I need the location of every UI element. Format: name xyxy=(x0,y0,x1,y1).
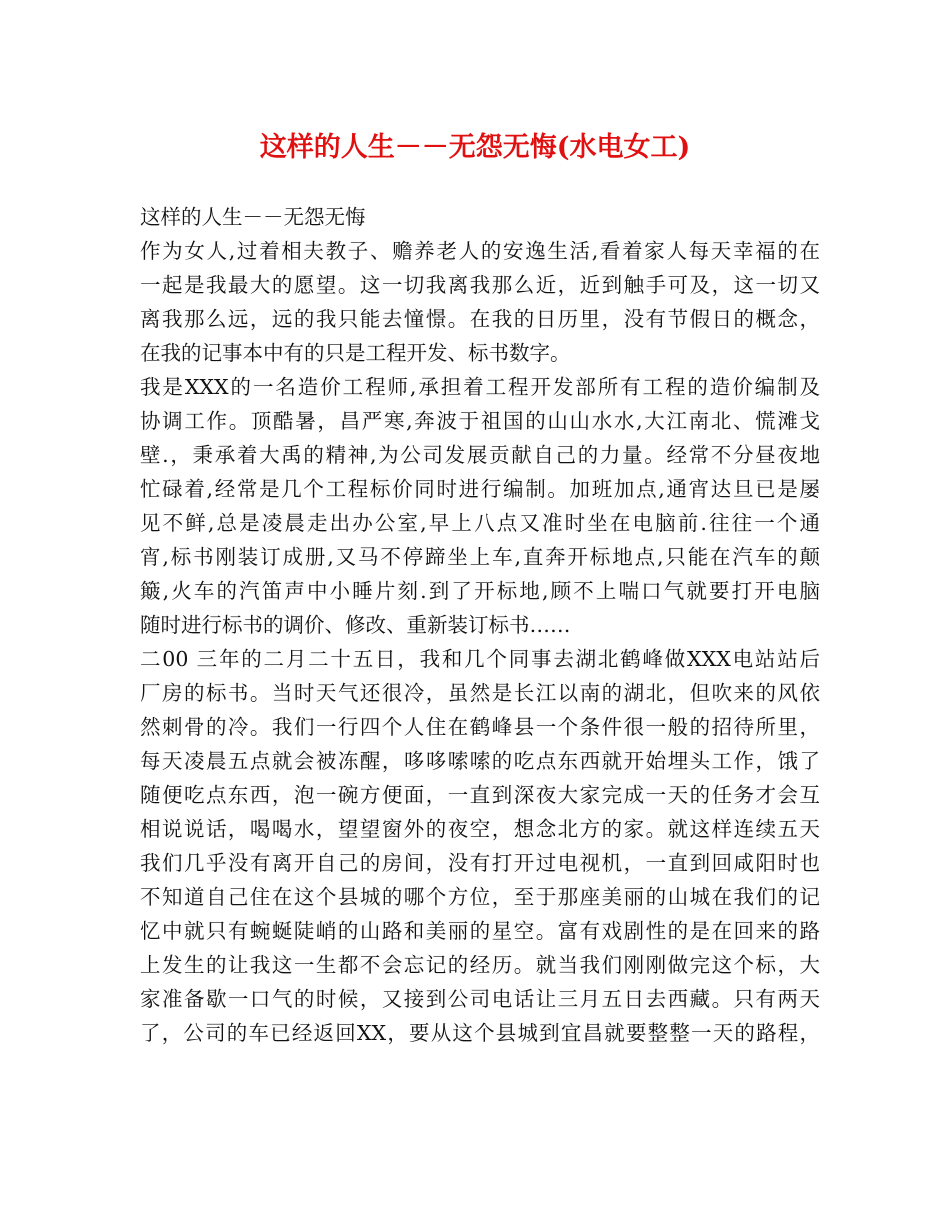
paragraph-line: 二00 三年的二月二十五日，我和几个同事去湖北鹤峰做XXX电站站后 xyxy=(140,647,820,671)
paragraph-line: 家准备歇一口气的时候，又接到公司电话让三月五日去西藏。只有两天 xyxy=(140,987,820,1011)
paragraph-line: 壁.，秉承着大禹的精神,为公司发展贡献自己的力量。经常不分昼夜地 xyxy=(140,443,820,467)
paragraph-line: 见不鲜,总是凌晨走出办公室,早上八点又准时坐在电脑前.往往一个通 xyxy=(140,511,820,535)
paragraph-line: 忆中就只有蜿蜒陡峭的山路和美丽的星空。富有戏剧性的是在回来的路 xyxy=(140,919,820,943)
paragraph-line: 相说说话，喝喝水，望望窗外的夜空，想念北方的家。就这样连续五天 xyxy=(140,817,820,841)
paragraph-line: 然刺骨的冷。我们一行四个人住在鹤峰县一个条件很一般的招待所里， xyxy=(140,715,820,739)
paragraph-line: 不知道自己住在这个县城的哪个方位，至于那座美丽的山城在我们的记 xyxy=(140,885,820,909)
paragraph-line: 簸,火车的汽笛声中小睡片刻.到了开标地,顾不上喘口气就要打开电脑 xyxy=(140,579,820,603)
paragraph-line: 宵,标书刚装订成册,又马不停蹄坐上车,直奔开标地点,只能在汽车的颠 xyxy=(140,545,820,569)
document-body xyxy=(140,200,820,1050)
paragraph-line: 这样的人生－－无怨无悔 xyxy=(140,205,366,229)
paragraph-line: 随便吃点东西，泡一碗方便面，一直到深夜大家完成一天的任务才会互 xyxy=(140,783,820,807)
document-title: 这样的人生－－无怨无悔(水电女工) xyxy=(259,132,691,163)
paragraph-line: 我们几乎没有离开自己的房间，没有打开过电视机，一直到回咸阳时也 xyxy=(140,851,820,875)
paragraph-line: 厂房的标书。当时天气还很冷，虽然是长江以南的湖北，但吹来的风依 xyxy=(140,681,820,705)
paragraph-line: 了，公司的车已经返回XX，要从这个县城到宜昌就要整整一天的路程， xyxy=(140,1021,820,1045)
paragraph-line: 在我的记事本中有的只是工程开发、标书数字。 xyxy=(140,341,571,365)
paragraph-line: 协调工作。顶酷暑，昌严寒,奔波于祖国的山山水水,大江南北、慌滩戈 xyxy=(140,409,820,433)
paragraph-line: 随时进行标书的调价、修改、重新装订标书…… xyxy=(140,613,571,637)
paragraph-line: 忙碌着,经常是几个工程标价同时进行编制。加班加点,通宵达旦已是屡 xyxy=(140,477,820,501)
paragraph-line: 作为女人,过着相夫教子、赡养老人的安逸生活,看着家人每天幸福的在 xyxy=(140,239,820,263)
paragraph-line: 上发生的让我这一生都不会忘记的经历。就当我们刚刚做完这个标，大 xyxy=(140,953,820,977)
paragraph-line: 我是XXX的一名造价工程师,承担着工程开发部所有工程的造价编制及 xyxy=(140,375,820,399)
paragraph-line: 一起是我最大的愿望。这一切我离我那么近，近到触手可及，这一切又 xyxy=(140,273,820,297)
paragraph-line: 每天凌晨五点就会被冻醒，哆哆嗦嗦的吃点东西就开始埋头工作，饿了 xyxy=(140,749,820,773)
paragraph-line: 离我那么远，远的我只能去憧憬。在我的日历里，没有节假日的概念， xyxy=(140,307,820,331)
